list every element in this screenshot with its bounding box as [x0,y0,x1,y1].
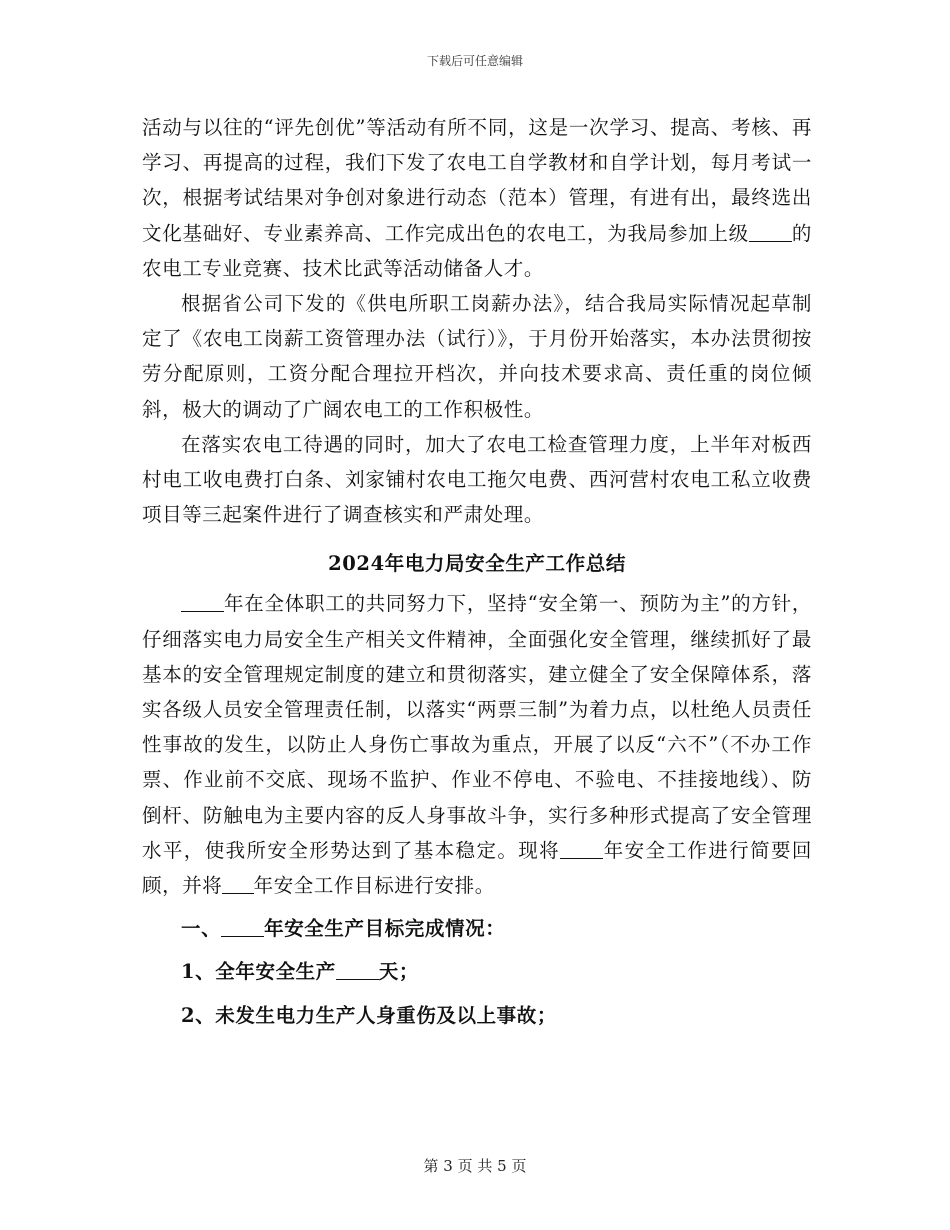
paragraph-summary [142,586,812,903]
fill-blank [181,592,224,613]
paragraph-summary-text-c: 年安全工作目标进行安排。 [253,874,495,898]
paragraph-competition [142,110,812,286]
document-content [142,110,812,1033]
paragraph-inspection: 在落实农电工待遇的同时，加大了农电工检查管理力度，上半年对板西村电工收电费打白条、刘家铺村农电工拖欠电费、西河营村农电工私立收费项目等三起案件进行了调查核实和严肃处理。 [142,432,812,527]
heading-no-accidents: 2、未发生电力生产人身重伤及以上事故； [181,1003,557,1027]
heading-safe-days-end: 天； [378,960,419,984]
heading-safe-days-text: 1、全年安全生产 [181,960,336,984]
paragraph-summary-text-b: 年安全工作进行简要回顾，并将 [142,838,812,898]
fill-blank [336,960,379,981]
paragraph-summary-text-a: 年在全体职工的共同努力下，坚持“安全第一、预防为主”的方针，仔细落实电力局安全生产相关文件精神，全面强化安全管理，继续抓好了最基本的安全管理规定制度的建立和贯彻落实，建立健全了安全保障体系，落实各级人员安全管理责任制，以落实“两票三制”为着力点，以杜绝人员责任性事故的发生，以防止人身伤亡事故为重点，开展了以反“六不”（不办工作票、作业前不交底、现场不监护、作业不停电、不验电、不挂接地线）、防倒杆、防触电为主要内容的反人身事故斗争，实行多种形式提高了安全管理水平，使我所安全形势达到了基本稳定。现将 [142,592,812,862]
fill-blank [560,838,603,859]
heading-safe-days [142,954,812,989]
header-note: 下载后可任意编辑 [426,54,523,68]
heading-targets-prefix: 一、 [181,917,222,941]
section-title: 2024年电力局安全生产工作总结 [328,552,626,576]
page-number: 第 3 页 共 5 页 [423,1157,527,1175]
heading-targets-text: 年安全生产目标完成情况： [264,917,506,941]
paragraph-salary: 根据省公司下发的《供电所职工岗薪办法》，结合我局实际情况起草制定了《农电工岗薪工资管理办法（试行）》，于月份开始落实，本办法贯彻按劳分配原则，工资分配合理拉开档次，并向技术要求高、责任重的岗位倾斜，极大的调动了广阔农电工的工作积极性。 [142,292,812,421]
paragraph-competition-text: 活动与以往的“评先创优”等活动有所不同，这是一次学习、提高、考核、再学习、再提高的过程，我们下发了农电工自学教材和自学计划，每月考试一次，根据考试结果对争创对象进行动态（范本）管理，有进有出，最终选出文化基础好、专业素养高、工作完成出色的农电工，为我局参加上级 [142,116,812,245]
paragraph-competition-end: 的农电工专业竞赛、技术比武等活动储备人才。 [142,221,812,280]
fill-blank [749,221,792,242]
heading-targets [142,911,812,946]
fill-blank [221,917,264,938]
fill-blank [222,874,253,895]
